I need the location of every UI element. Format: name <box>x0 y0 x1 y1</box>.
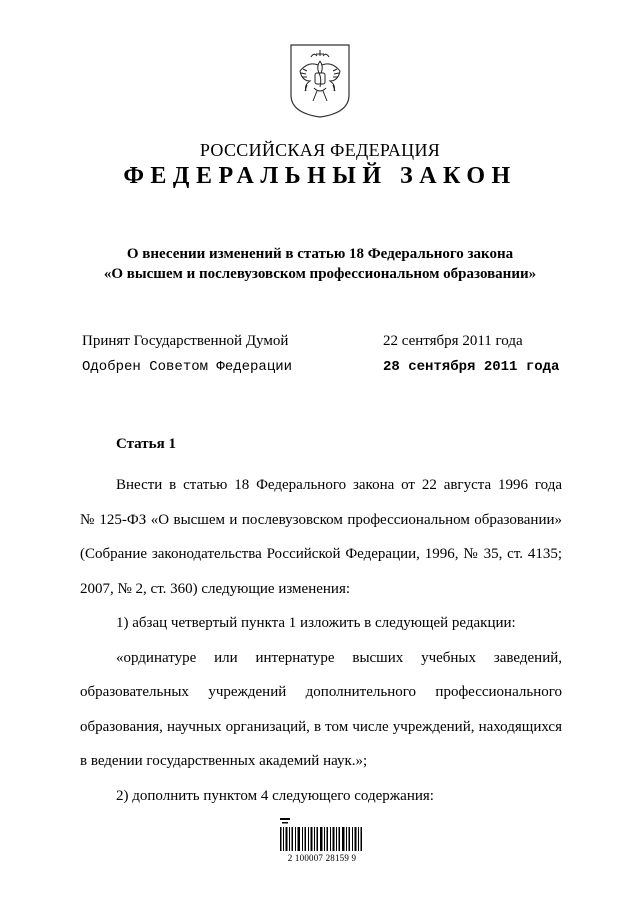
adoption-label: Принят Государственной Думой <box>82 333 289 349</box>
article-line: № 125-ФЗ «О высшем и послевузовском профессиональном образовании» <box>80 511 562 528</box>
law-title <box>0 244 640 284</box>
adoption-date: 22 сентября 2011 года <box>383 333 523 349</box>
article-line: образовательных учреждений дополнительного профессионального <box>80 684 562 700</box>
barcode-icon <box>276 818 372 878</box>
article-line: в ведении государственных академий наук.»; <box>80 753 368 769</box>
approval-label: Одобрен Советом Федерации <box>82 359 293 375</box>
article-line: (Собрание законодательства Российской Федерации, 1996, № 35, ст. 4135; <box>80 546 562 562</box>
law-title-line-2: «О высшем и послевузовском профессиональном образовании» <box>103 266 537 282</box>
coat-of-arms-icon <box>289 43 351 119</box>
document-type-heading: ФЕДЕРАЛЬНЫЙ ЗАКОН <box>123 163 517 189</box>
article-line: Внести в статью 18 Федерального закона от 22 августа 1996 года <box>116 477 562 493</box>
article-line: «ординатуре или интернатуре высших учебных заведений, <box>116 649 562 666</box>
country-name: РОССИЙСКАЯ ФЕДЕРАЦИЯ <box>199 140 441 160</box>
article-body <box>80 468 562 813</box>
article-line: 1) абзац четвертый пункта 1 изложить в следующей редакции: <box>116 615 516 631</box>
article-heading: Статья 1 <box>116 436 176 452</box>
barcode-number: 2 100007 28159 9 <box>287 853 357 863</box>
article-line: образования, научных организаций, в том числе учреждений, находящихся <box>80 718 562 735</box>
article-line: 2) дополнить пунктом 4 следующего содержания: <box>116 787 434 804</box>
adoption-row-federation-council <box>82 359 562 379</box>
approval-date: 28 сентября 2011 года <box>383 359 560 375</box>
law-title-line-1: О внесении изменений в статью 18 Федерального закона <box>126 246 514 262</box>
article-line: 2007, № 2, ст. 360) следующие изменения: <box>80 580 351 597</box>
adoption-row-duma <box>82 333 562 353</box>
